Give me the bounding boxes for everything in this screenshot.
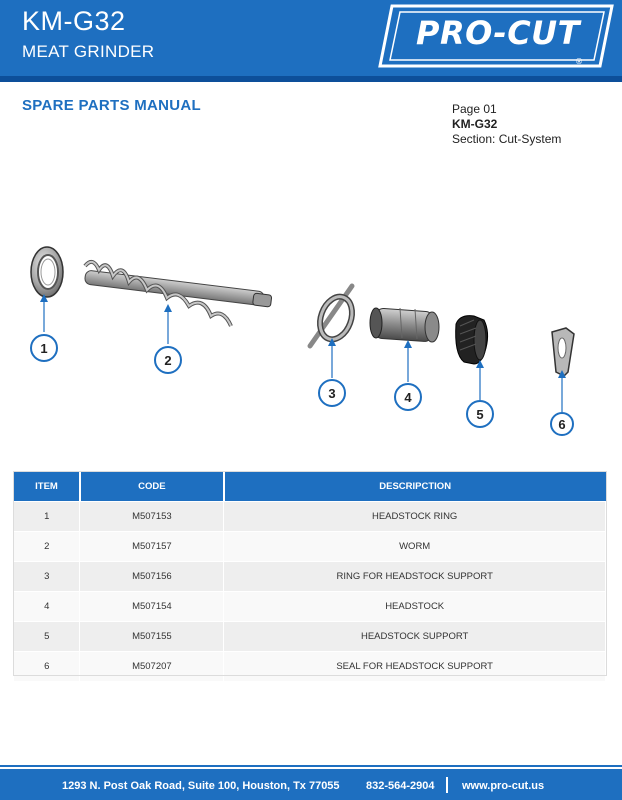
cell-code: M507155	[80, 622, 224, 652]
part-headstock	[370, 308, 439, 342]
cell-description: HEADSTOCK SUPPORT	[224, 622, 606, 652]
col-header-description: DESCRIPCTION	[224, 472, 606, 502]
footer-separator	[446, 777, 448, 793]
footer-divider	[0, 765, 622, 767]
table-row	[14, 592, 606, 622]
page-number: Page 01	[452, 102, 497, 116]
callout-3	[319, 380, 345, 406]
page-section: Section: Cut-System	[452, 132, 562, 146]
cell-description: HEADSTOCK	[224, 592, 606, 622]
model-title: KM-G32	[22, 6, 126, 36]
table-row	[14, 622, 606, 652]
svg-text:5: 5	[476, 407, 484, 422]
registered-mark: ®	[575, 57, 583, 66]
callout-2	[155, 347, 181, 373]
table-row	[14, 562, 606, 592]
svg-text:6: 6	[558, 417, 566, 432]
cell-item: 1	[14, 502, 80, 532]
part-headstock-support	[456, 316, 488, 364]
part-headstock-ring	[31, 247, 63, 297]
cell-description: WORM	[224, 532, 606, 562]
footer-phone: 832-564-2904	[366, 780, 435, 792]
footer-website[interactable]: www.pro-cut.us	[462, 780, 545, 792]
cell-item: 3	[14, 562, 80, 592]
cell-description: HEADSTOCK RING	[224, 502, 606, 532]
cell-item: 4	[14, 592, 80, 622]
cell-code: M507156	[80, 562, 224, 592]
callout-1	[31, 335, 57, 361]
header-stripe	[0, 76, 622, 82]
cell-code: M507154	[80, 592, 224, 622]
brand-name: PRO-CUT	[416, 14, 580, 52]
manual-title: SPARE PARTS MANUAL	[22, 97, 202, 114]
footer-address: 1293 N. Post Oak Road, Suite 100, Houston, Tx 77055	[62, 780, 340, 792]
page-info	[452, 102, 561, 147]
col-header-item: ITEM	[14, 472, 80, 502]
cell-code: M507157	[80, 532, 224, 562]
page-model: KM-G32	[452, 117, 498, 131]
cell-code: M507207	[80, 652, 224, 682]
svg-text:2: 2	[164, 353, 172, 368]
cell-description: RING FOR HEADSTOCK SUPPORT	[224, 562, 606, 592]
svg-text:3: 3	[328, 386, 336, 401]
part-ring-support	[310, 286, 358, 346]
product-name: MEAT GRINDER	[22, 42, 155, 61]
callout-4	[395, 384, 421, 410]
table-row	[14, 652, 606, 682]
part-seal	[552, 328, 574, 376]
svg-text:1: 1	[40, 341, 48, 356]
svg-text:4: 4	[404, 390, 412, 405]
cell-item: 6	[14, 652, 80, 682]
callout-5	[467, 401, 493, 427]
cell-item: 5	[14, 622, 80, 652]
table-row	[14, 532, 606, 562]
table-row	[14, 502, 606, 532]
col-header-code: CODE	[80, 472, 224, 502]
table-header-row	[14, 472, 606, 502]
parts-diagram	[30, 236, 606, 436]
cell-code: M507153	[80, 502, 224, 532]
cell-description: SEAL FOR HEADSTOCK SUPPORT	[224, 652, 606, 682]
callout-6	[551, 413, 573, 435]
cell-item: 2	[14, 532, 80, 562]
parts-table	[14, 472, 606, 681]
part-worm	[84, 262, 272, 326]
